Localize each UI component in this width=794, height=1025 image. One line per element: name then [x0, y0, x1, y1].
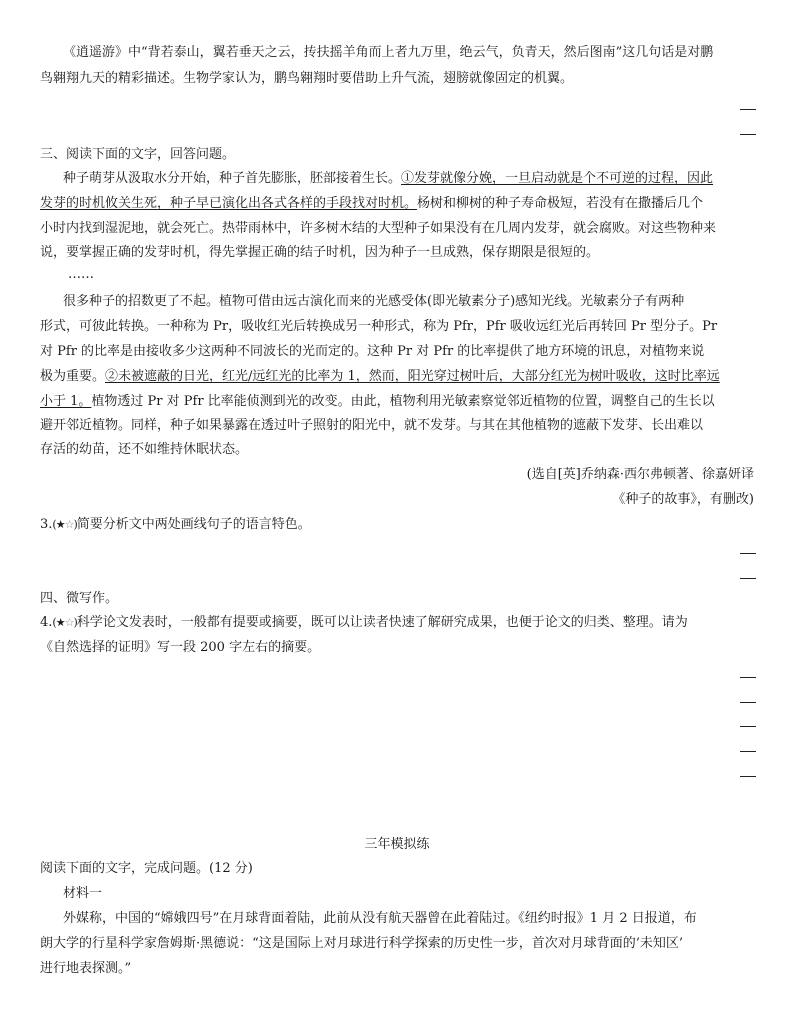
answer-line — [740, 751, 756, 752]
ellipsis: …… — [68, 267, 94, 282]
passage-line: 很多种子的招数更了不起。植物可借由远古演化而来的光感受体(即光敏素分子)感知光线。光敏素分子有两种 — [63, 294, 685, 309]
section-3-heading: 三、阅读下面的文字，回答问题。 — [40, 147, 236, 162]
source-citation-1: (选自[英]乔纳森·西尔弗顿著、徐嘉妍译 — [526, 467, 754, 482]
material-line: 外媒称，中国的“嫦娥四号”在月球背面着陆，此前从没有航天器曾在此着陆过。《纽约时报》1 月 2 日报道，布 — [63, 911, 697, 926]
answer-line — [740, 578, 756, 579]
question-text: 简要分析文中两处画线句子的语言特色。 — [76, 517, 311, 532]
question-text: 科学论文发表时，一般都有提要或摘要，既可以让读者快速了解研究成果，也便于论文的归类、整理。请为 — [76, 615, 688, 630]
passage-line — [63, 170, 713, 188]
answer-line — [740, 677, 756, 678]
answer-line — [740, 726, 756, 727]
answer-line — [740, 134, 756, 135]
passage-line — [40, 393, 715, 411]
section-4-heading: 四、微写作。 — [40, 591, 119, 606]
star-hollow-icon: ☆ — [64, 518, 74, 531]
answer-line — [740, 702, 756, 703]
star-filled-icon: ★ — [55, 616, 65, 629]
difficulty-stars: (★☆) — [52, 518, 77, 531]
material-label: 材料一 — [63, 886, 103, 901]
answer-line — [740, 553, 756, 554]
underlined-sentence-2-cont: 小于 1。 — [40, 394, 92, 409]
intro-line-2: 鸟翱翔九天的精彩描述。生物学家认为，鹏鸟翱翔时要借助上升气流，翅膀就像固定的机翼。 — [40, 71, 574, 86]
passage-text: 极为重要。 — [40, 369, 106, 384]
material-line: 进行地表探测。” — [40, 961, 132, 976]
answer-line — [740, 109, 756, 110]
passage-line: 说，要掌握正确的发芽时机，得先掌握正确的结子时机，因为种子一旦成熟，保存期限是很短的。 — [40, 245, 600, 260]
passage-line — [40, 368, 720, 386]
passage-line: 存活的幼苗，还不如维持休眠状态。 — [40, 442, 249, 457]
practice-title: 三年模拟练 — [364, 837, 430, 852]
source-citation-2: 《种子的故事》，有删改) — [612, 492, 754, 507]
question-number: 4. — [40, 615, 53, 630]
material-line: 朗大学的行星科学家詹姆斯·黑德说：“这是国际上对月球进行科学探索的历史性一步，首次对月球背面的‘未知区’ — [40, 936, 684, 951]
question-3 — [40, 516, 311, 534]
passage-line: 对 Pfr 的比率是由接收多少这两种不同波长的光而定的。这种 Pr 对 Pfr 的比率提供了地方环境的讯息，对植物来说 — [40, 344, 705, 359]
star-filled-icon: ★ — [55, 518, 65, 531]
underlined-sentence-2: ②未被遮蔽的日光，红光/远红光的比率为 1，然而，阳光穿过树叶后，大部分红光为树叶吸收，这时比率远 — [105, 369, 720, 384]
passage-text: 杨树和柳树的种子寿命极短，若没有在撒播后几个 — [417, 196, 704, 211]
intro-line-1: 《逍遥游》中“背若泰山，翼若垂天之云，抟扶摇羊角而上者九万里，绝云气，负青天，然后图南”这几句话是对鹏 — [63, 45, 714, 60]
underlined-sentence-1: ①发芽就像分娩，一旦启动就是个不可逆的过程，因此 — [401, 171, 714, 186]
passage-text: 种子萌芽从汲取水分开始，种子首先膨胀，胚部接着生长。 — [63, 171, 402, 186]
star-hollow-icon: ☆ — [64, 616, 74, 629]
question-4-line-2: 《自然选择的证明》写一段 200 字左右的摘要。 — [40, 640, 321, 655]
question-number: 3. — [40, 517, 53, 532]
practice-instruction: 阅读下面的文字，完成问题。(12 分) — [40, 861, 253, 876]
answer-line — [740, 776, 756, 777]
difficulty-stars: (★☆) — [52, 616, 77, 629]
passage-line — [40, 195, 703, 213]
underlined-sentence-1-cont: 发芽的时机攸关生死，种子早已演化出各式各样的手段找对时机。 — [40, 196, 418, 211]
passage-line: 小时内找到湿泥地，就会死亡。热带雨林中，许多树木结的大型种子如果没有在几周内发芽，就会腐败。对这些物种来 — [40, 221, 717, 236]
passage-text: 植物透过 Pr 对 Pfr 比率能侦测到光的改变。由此，植物利用光敏素察觉邻近植物的位置，调整自己的生长以 — [91, 394, 715, 409]
question-4 — [40, 614, 688, 632]
passage-line: 形式，可彼此转换。一种称为 Pr，吸收红光后转换成另一种形式，称为 Pfr，Pfr 吸收远红光后再转回 Pr 型分子。Pr — [40, 319, 718, 334]
passage-line: 避开邻近植物。同样，种子如果暴露在透过叶子照射的阳光中，就不发芽。与其在其他植物的遮蔽下发芽、长出难以 — [40, 418, 704, 433]
